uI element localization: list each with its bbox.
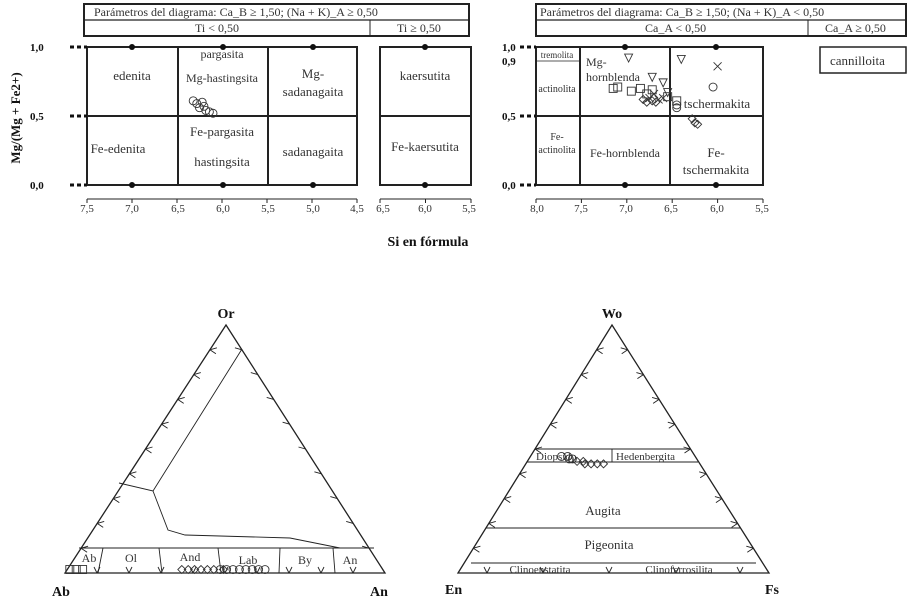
- field-pigeonita: Pigeonita: [584, 537, 634, 552]
- x-tick-a-4-5: 4,5: [350, 203, 364, 215]
- header-ti-high: Ti ≥ 0,50: [397, 21, 441, 35]
- apex-fs: Fs: [765, 583, 779, 598]
- x-tick-a-6-0: 6,0: [216, 203, 230, 215]
- x-axis-label: Si en fórmula: [387, 235, 469, 250]
- y-axis-label: Mg/(Mg + Fe2+): [8, 72, 23, 164]
- panel-ti-high: [376, 44, 476, 215]
- panel-ti-low: [30, 42, 364, 215]
- header-left: [84, 4, 469, 36]
- field-mg-hornblenda-2: hornblenda: [586, 70, 640, 84]
- y-tick-r-1-0: 1,0: [502, 42, 516, 54]
- header-right-params: Parámetros del diagrama: Ca_B ≥ 1,50; (Na + K)_A < 0,50: [540, 5, 825, 19]
- field-hastingsita: hastingsita: [194, 154, 250, 169]
- field-fs-ol: Ol: [125, 551, 137, 565]
- field-edenita: edenita: [113, 68, 151, 83]
- field-fe-tschermakita-2: tschermakita: [682, 162, 750, 177]
- edge-tick: [606, 567, 612, 573]
- y-tick-1-0: 1,0: [30, 42, 44, 54]
- x-tick-c-8-0: 8,0: [530, 203, 544, 215]
- edge-tick: [737, 567, 743, 573]
- field-fs-and: And: [179, 550, 201, 564]
- field-diopsido: Diopsido: [536, 451, 577, 463]
- data-point: [659, 79, 667, 87]
- edge-tick: [94, 567, 100, 573]
- field-fs-by: By: [297, 553, 313, 567]
- y-tick-0-5: 0,5: [30, 111, 44, 123]
- plot-area-ti-low: [189, 97, 217, 117]
- x-tick-a-5-5: 5,5: [261, 203, 275, 215]
- field-fe-edenita: Fe-edenita: [90, 141, 146, 156]
- x-tick-c-7-5: 7,5: [574, 203, 588, 215]
- y-tick-r-0-0: 0,0: [502, 180, 516, 192]
- field-fs-lab: Lab: [238, 553, 258, 567]
- field-fe-pargasita: Fe-pargasita: [189, 124, 255, 139]
- data-point: [714, 62, 722, 70]
- field-clinoferrosilita: Clinoferrosilita: [645, 564, 713, 576]
- plot-area-ca-low: [609, 54, 721, 128]
- x-tick-a-7-0: 7,0: [125, 203, 139, 215]
- edge-tick: [350, 567, 356, 573]
- field-mg-sadanagaita-2: sadanagaita: [282, 84, 344, 99]
- field-tschermakita: tschermakita: [683, 96, 751, 111]
- field-augita: Augita: [585, 503, 621, 518]
- apex-wo: Wo: [601, 307, 623, 322]
- field-pargasita: pargasita: [200, 47, 244, 61]
- edge-tick: [318, 567, 324, 573]
- y-tick-r-0-9: 0,9: [502, 56, 516, 68]
- field-fe-actinolita-1: Fe-: [550, 132, 564, 143]
- field-mg-hornblenda-1: Mg-: [586, 55, 607, 69]
- pyroxene-ternary: [445, 307, 780, 598]
- field-fe-actinolita-2: actinolita: [538, 145, 576, 156]
- data-point: [709, 83, 717, 91]
- x-tick-b-6-0: 6,0: [418, 203, 432, 215]
- field-actinolita: actinolita: [538, 84, 576, 95]
- apex-ab: Ab: [52, 585, 70, 600]
- apex-or: Or: [217, 307, 235, 322]
- x-tick-b-6-5: 6,5: [376, 203, 390, 215]
- x-tick-a-7-5: 7,5: [80, 203, 94, 215]
- field-hedenbergita: Hedenbergita: [616, 451, 676, 463]
- panel-ca-low: [502, 42, 769, 215]
- x-tick-c-6-0: 6,0: [710, 203, 724, 215]
- apex-en: En: [445, 583, 463, 598]
- field-mg-hastingsita: Mg-hastingsita: [186, 71, 258, 85]
- feldspar-ternary: [52, 307, 388, 600]
- data-point: [677, 55, 685, 63]
- x-tick-c-5-5: 5,5: [755, 203, 769, 215]
- y-tick-0-0: 0,0: [30, 180, 44, 192]
- header-ca-low: Ca_A < 0,50: [645, 21, 707, 35]
- header-ca-high: Ca_A ≥ 0,50: [825, 21, 886, 35]
- y-tick-r-0-5: 0,5: [502, 111, 516, 123]
- header-left-params: Parámetros del diagrama: Ca_B ≥ 1,50; (Na + K)_A ≥ 0,50: [94, 5, 378, 19]
- x-tick-c-6-5: 6,5: [664, 203, 678, 215]
- field-fe-hornblenda: Fe-hornblenda: [590, 146, 660, 160]
- x-tick-a-6-5: 6,5: [171, 203, 185, 215]
- field-fs-ab: Ab: [81, 551, 97, 565]
- cannilloita-label: cannilloita: [830, 53, 885, 68]
- x-tick-a-5-0: 5,0: [306, 203, 320, 215]
- apex-an: An: [370, 585, 388, 600]
- data-point: [627, 87, 635, 95]
- edge-tick: [286, 567, 292, 573]
- header-ti-low: Ti < 0,50: [195, 21, 240, 35]
- field-clinoenstatita: Clinoenstatita: [509, 564, 571, 576]
- header-right: [536, 4, 906, 36]
- edge-tick: [126, 567, 132, 573]
- field-fs-an: An: [342, 553, 358, 567]
- edge-tick: [484, 567, 490, 573]
- field-sadanagaita: sadanagaita: [282, 144, 344, 159]
- field-fe-tschermakita-1: Fe-: [707, 145, 725, 160]
- field-tremolita: tremolita: [540, 50, 574, 60]
- x-tick-b-5-5: 5,5: [462, 203, 476, 215]
- field-fe-kaersutita: Fe-kaersutita: [391, 139, 459, 154]
- x-tick-c-7-0: 7,0: [619, 203, 633, 215]
- field-mg-sadanagaita-1: Mg-: [301, 66, 325, 81]
- field-kaersutita: kaersutita: [399, 68, 451, 83]
- data-point: [648, 73, 656, 81]
- data-point: [625, 54, 633, 62]
